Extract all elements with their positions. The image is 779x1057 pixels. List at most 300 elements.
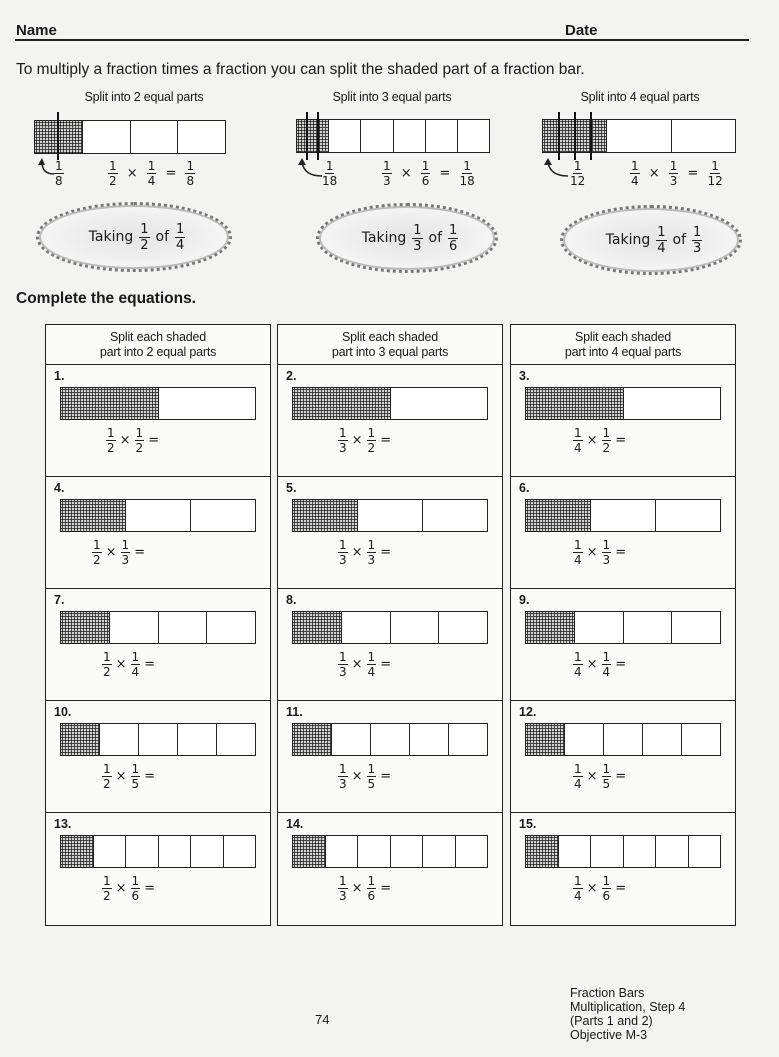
equals-sign: = — [144, 881, 156, 896]
denominator: 5 — [367, 777, 376, 791]
bar-part — [449, 724, 487, 755]
equals-sign: = — [165, 166, 177, 181]
bar-part — [191, 500, 255, 531]
denominator: 2 — [140, 237, 149, 253]
equation — [573, 651, 630, 678]
fraction-bar — [292, 387, 488, 420]
bar-part — [423, 500, 487, 531]
equals-sign: = — [615, 545, 627, 560]
denominator: 2 — [103, 665, 111, 679]
problem-14 — [278, 813, 502, 925]
bar-part — [326, 836, 359, 867]
curved-arrow-icon — [34, 156, 56, 178]
bar-part — [83, 121, 131, 153]
equation — [573, 427, 630, 454]
problem-number: 6. — [519, 481, 530, 495]
equals-sign: = — [148, 433, 160, 448]
denominator: 6 — [421, 174, 430, 188]
date-label: Date — [565, 22, 598, 39]
numerator: 1 — [657, 224, 666, 240]
denominator: 4 — [367, 665, 376, 679]
bar-part — [371, 724, 410, 755]
shaded-part — [526, 836, 559, 867]
numerator: 1 — [140, 221, 149, 237]
equals-sign: = — [134, 545, 146, 560]
problem-number: 4. — [54, 481, 65, 495]
numerator: 1 — [176, 221, 185, 237]
example-title: Split into 3 equal parts — [332, 90, 452, 104]
bar-part — [126, 500, 191, 531]
numerator: 1 — [135, 426, 144, 440]
fraction-bar — [60, 611, 256, 644]
taking-oval — [36, 202, 232, 272]
fraction-bar — [292, 611, 488, 644]
bar-part — [672, 120, 735, 152]
numerator: 1 — [574, 650, 582, 664]
denominator: 2 — [107, 441, 115, 455]
problem-number: 8. — [286, 593, 297, 607]
numerator: 1 — [711, 159, 719, 173]
denominator: 4 — [176, 237, 185, 253]
numerator: 1 — [383, 159, 391, 173]
numerator: 1 — [131, 650, 140, 664]
numerator: 1 — [103, 874, 111, 888]
footer-info — [570, 986, 685, 1042]
numerator: 1 — [367, 426, 376, 440]
bar-part — [391, 612, 440, 643]
fraction-bar — [525, 499, 721, 532]
equals-sign: = — [380, 433, 392, 448]
denominator: 6 — [131, 889, 140, 903]
of-word: of — [672, 232, 687, 248]
curved-arrow-icon — [294, 156, 324, 180]
numerator: 1 — [339, 650, 347, 664]
denominator: 3 — [339, 553, 347, 567]
problem-number: 7. — [54, 593, 65, 607]
problem-number: 11. — [286, 705, 303, 719]
problem-12 — [511, 701, 735, 813]
numerator: 1 — [121, 538, 130, 552]
shaded-part — [35, 121, 83, 153]
numerator: 1 — [463, 159, 471, 173]
denominator: 8 — [186, 174, 195, 188]
problem-number: 9. — [519, 593, 530, 607]
denominator: 5 — [131, 777, 140, 791]
denominator: 6 — [602, 889, 611, 903]
times-sign: × — [351, 881, 363, 896]
denominator: 12 — [707, 174, 723, 188]
denominator: 4 — [631, 174, 639, 188]
example-title: Split into 2 equal parts — [84, 90, 204, 104]
equation — [573, 539, 630, 566]
numerator: 1 — [367, 650, 376, 664]
denominator: 3 — [383, 174, 391, 188]
shaded-part — [293, 612, 342, 643]
denominator: 6 — [449, 238, 458, 254]
times-sign: × — [119, 433, 131, 448]
denominator: 2 — [93, 553, 101, 567]
equals-sign: = — [615, 881, 627, 896]
fraction-bar — [525, 387, 721, 420]
denominator: 12 — [570, 174, 586, 188]
shaded-part — [297, 120, 329, 152]
numerator: 1 — [339, 538, 347, 552]
column-header — [511, 325, 735, 365]
numerator: 1 — [602, 762, 611, 776]
numerator: 1 — [107, 426, 115, 440]
equation — [92, 539, 149, 566]
taking-oval — [560, 205, 742, 275]
example-title: Split into 4 equal parts — [580, 90, 700, 104]
denominator: 3 — [602, 553, 611, 567]
denominator: 4 — [574, 553, 582, 567]
shaded-part — [61, 612, 110, 643]
bar-part — [178, 121, 225, 153]
example-equation — [382, 160, 475, 187]
example-equation — [630, 160, 723, 187]
numerator: 1 — [186, 159, 195, 173]
pointer-fraction — [54, 160, 64, 187]
split-line — [306, 112, 308, 160]
times-sign: × — [126, 166, 138, 181]
column-split-4 — [510, 324, 736, 926]
bar-part — [159, 612, 208, 643]
fraction-bar — [525, 611, 721, 644]
equation — [338, 539, 395, 566]
denominator: 2 — [103, 889, 111, 903]
numerator: 1 — [93, 538, 101, 552]
bar-part — [672, 612, 720, 643]
bar-part — [131, 121, 179, 153]
numerator: 1 — [147, 159, 156, 173]
header-line-2: part into 3 equal parts — [331, 345, 449, 359]
problem-4 — [46, 477, 270, 589]
footer-line: Fraction Bars — [570, 986, 645, 1000]
denominator: 3 — [693, 240, 702, 256]
bar-part — [656, 500, 720, 531]
shaded-part — [61, 836, 94, 867]
bar-part — [224, 836, 256, 867]
numerator: 1 — [339, 874, 347, 888]
numerator: 1 — [339, 762, 347, 776]
denominator: 18 — [322, 174, 338, 188]
bar-part — [624, 836, 657, 867]
equals-sign: = — [380, 657, 392, 672]
numerator: 1 — [421, 159, 430, 173]
bar-part — [591, 836, 624, 867]
equals-sign: = — [615, 769, 627, 784]
denominator: 3 — [339, 889, 347, 903]
numerator: 1 — [574, 538, 582, 552]
denominator: 3 — [339, 441, 347, 455]
denominator: 3 — [669, 174, 678, 188]
denominator: 2 — [103, 777, 111, 791]
fraction-bar — [60, 387, 256, 420]
numerator: 1 — [367, 762, 376, 776]
shaded-part — [293, 388, 391, 419]
bar-part — [159, 388, 256, 419]
shaded-part — [526, 388, 624, 419]
bar-part — [604, 724, 643, 755]
denominator: 5 — [602, 777, 611, 791]
bar-part — [126, 836, 159, 867]
times-sign: × — [400, 166, 412, 181]
equation — [338, 427, 395, 454]
equals-sign: = — [144, 657, 156, 672]
header-line-1: Split each shaded — [342, 330, 438, 344]
denominator: 4 — [574, 441, 582, 455]
fraction-bar — [60, 499, 256, 532]
bar-part — [394, 120, 426, 152]
denominator: 4 — [131, 665, 140, 679]
bar-part — [423, 836, 456, 867]
denominator: 3 — [413, 238, 422, 254]
equals-sign: = — [380, 769, 392, 784]
bar-part — [456, 836, 488, 867]
bar-part — [191, 836, 224, 867]
denominator: 4 — [574, 777, 582, 791]
numerator: 1 — [669, 159, 678, 173]
column-split-2 — [45, 324, 271, 926]
bar-part — [439, 612, 487, 643]
equation — [338, 763, 395, 790]
footer-line: Objective M-3 — [570, 1028, 648, 1042]
equation — [338, 651, 395, 678]
numerator: 1 — [574, 762, 582, 776]
bar-part — [358, 836, 391, 867]
numerator: 1 — [573, 159, 582, 173]
equals-sign: = — [380, 881, 392, 896]
of-word: of — [155, 229, 170, 245]
denominator: 3 — [339, 665, 347, 679]
fraction-bar — [34, 120, 226, 154]
denominator: 3 — [121, 553, 130, 567]
column-header — [278, 325, 502, 365]
times-sign: × — [586, 433, 598, 448]
fraction-bar — [60, 835, 256, 868]
times-sign: × — [115, 881, 127, 896]
bar-part — [624, 388, 721, 419]
bar-part — [361, 120, 393, 152]
problem-6 — [511, 477, 735, 589]
problem-11 — [278, 701, 502, 813]
denominator: 4 — [574, 665, 582, 679]
bar-part — [342, 612, 391, 643]
problem-number: 12. — [519, 705, 537, 719]
numerator: 1 — [631, 159, 639, 173]
fraction-bar — [296, 119, 490, 153]
example-split-4 — [520, 90, 760, 280]
problem-number: 14. — [286, 817, 304, 831]
bar-part — [329, 120, 361, 152]
taking-word: Taking — [605, 232, 651, 248]
example-equation — [108, 160, 195, 187]
numerator: 1 — [325, 159, 334, 173]
bar-part — [217, 724, 255, 755]
fraction-bar — [525, 835, 721, 868]
shaded-part — [61, 500, 126, 531]
name-date-line — [15, 39, 749, 41]
times-sign: × — [586, 657, 598, 672]
problem-7 — [46, 589, 270, 701]
numerator: 1 — [574, 426, 582, 440]
bar-part — [207, 612, 255, 643]
numerator: 1 — [103, 650, 111, 664]
bar-part — [624, 612, 673, 643]
times-sign: × — [351, 657, 363, 672]
of-word: of — [428, 230, 443, 246]
problem-13 — [46, 813, 270, 925]
split-line — [558, 112, 560, 160]
numerator: 1 — [413, 222, 422, 238]
taking-oval — [316, 203, 498, 273]
bar-part — [391, 836, 424, 867]
equals-sign: = — [380, 545, 392, 560]
problem-15 — [511, 813, 735, 925]
denominator: 4 — [147, 174, 156, 188]
bar-part — [178, 724, 217, 755]
shaded-part — [293, 836, 326, 867]
bar-part — [689, 836, 721, 867]
numerator: 1 — [449, 222, 458, 238]
shaded-part — [526, 612, 575, 643]
curved-arrow-icon — [540, 156, 570, 180]
numerator: 1 — [693, 224, 702, 240]
footer-line: (Parts 1 and 2) — [570, 1014, 653, 1028]
bar-part — [332, 724, 371, 755]
bar-part — [358, 500, 423, 531]
bar-part — [426, 120, 458, 152]
problem-3 — [511, 365, 735, 477]
problem-number: 2. — [286, 369, 297, 383]
denominator: 3 — [339, 777, 347, 791]
numerator: 1 — [602, 650, 611, 664]
equals-sign: = — [687, 166, 699, 181]
times-sign: × — [115, 769, 127, 784]
numerator: 1 — [367, 538, 376, 552]
equation — [102, 763, 159, 790]
bar-part — [643, 724, 682, 755]
bar-part — [575, 612, 624, 643]
denominator: 2 — [602, 441, 611, 455]
denominator: 3 — [367, 553, 376, 567]
shaded-part — [61, 724, 100, 755]
fraction-bar — [525, 723, 721, 756]
page-number: 74 — [315, 1012, 330, 1027]
split-line — [57, 112, 59, 160]
section-heading: Complete the equations. — [16, 290, 196, 307]
denominator: 4 — [602, 665, 611, 679]
bar-part — [458, 120, 489, 152]
split-line — [574, 112, 576, 160]
problem-number: 3. — [519, 369, 530, 383]
column-split-3 — [277, 324, 503, 926]
numerator: 1 — [103, 762, 111, 776]
example-split-2 — [26, 90, 266, 280]
times-sign: × — [105, 545, 117, 560]
equals-sign: = — [615, 657, 627, 672]
equals-sign: = — [439, 166, 451, 181]
numerator: 1 — [131, 762, 140, 776]
equation — [338, 875, 395, 902]
bar-part — [159, 836, 192, 867]
bar-part — [100, 724, 139, 755]
column-header — [46, 325, 270, 365]
shaded-part — [293, 724, 332, 755]
problem-1 — [46, 365, 270, 477]
taking-word: Taking — [361, 230, 407, 246]
header-line-1: Split each shaded — [110, 330, 206, 344]
denominator: 6 — [367, 889, 376, 903]
denominator: 2 — [109, 174, 117, 188]
numerator: 1 — [602, 874, 611, 888]
bar-part — [591, 500, 656, 531]
fraction-bar — [60, 723, 256, 756]
times-sign: × — [586, 545, 598, 560]
numerator: 1 — [602, 426, 611, 440]
equation — [102, 651, 159, 678]
problem-2 — [278, 365, 502, 477]
numerator: 1 — [602, 538, 611, 552]
header-line-2: part into 4 equal parts — [564, 345, 682, 359]
shaded-part — [293, 500, 358, 531]
denominator: 8 — [55, 174, 63, 188]
numerator: 1 — [339, 426, 347, 440]
denominator: 2 — [367, 441, 376, 455]
bar-part — [94, 836, 127, 867]
problem-number: 10. — [54, 705, 72, 719]
bar-part — [391, 388, 488, 419]
problem-5 — [278, 477, 502, 589]
equation — [106, 427, 163, 454]
times-sign: × — [351, 433, 363, 448]
bar-part — [110, 612, 159, 643]
header-line-1: Split each shaded — [575, 330, 671, 344]
footer-line: Multiplication, Step 4 — [570, 1000, 686, 1014]
shaded-part — [526, 500, 591, 531]
taking-word: Taking — [88, 229, 134, 245]
name-label: Name — [16, 22, 57, 39]
shaded-part — [526, 724, 565, 755]
numerator: 1 — [109, 159, 117, 173]
bar-part — [559, 836, 592, 867]
equals-sign: = — [615, 433, 627, 448]
bar-part — [410, 724, 449, 755]
equation — [102, 875, 159, 902]
numerator: 1 — [367, 874, 376, 888]
pointer-fraction — [570, 160, 585, 187]
split-line — [317, 112, 319, 160]
times-sign: × — [351, 545, 363, 560]
fraction-bar — [542, 119, 736, 153]
problem-number: 1. — [54, 369, 65, 383]
equation — [573, 763, 630, 790]
denominator: 18 — [459, 174, 475, 188]
fraction-bar — [292, 499, 488, 532]
times-sign: × — [115, 657, 127, 672]
equals-sign: = — [144, 769, 156, 784]
fraction-bar — [292, 835, 488, 868]
times-sign: × — [648, 166, 660, 181]
bar-part — [682, 724, 720, 755]
problem-number: 5. — [286, 481, 297, 495]
denominator: 4 — [657, 240, 666, 256]
bar-part — [656, 836, 689, 867]
fraction-bar — [292, 723, 488, 756]
problem-10 — [46, 701, 270, 813]
intro-text: To multiply a fraction times a fraction you can split the shaded part of a fraction bar. — [16, 61, 585, 78]
times-sign: × — [586, 769, 598, 784]
